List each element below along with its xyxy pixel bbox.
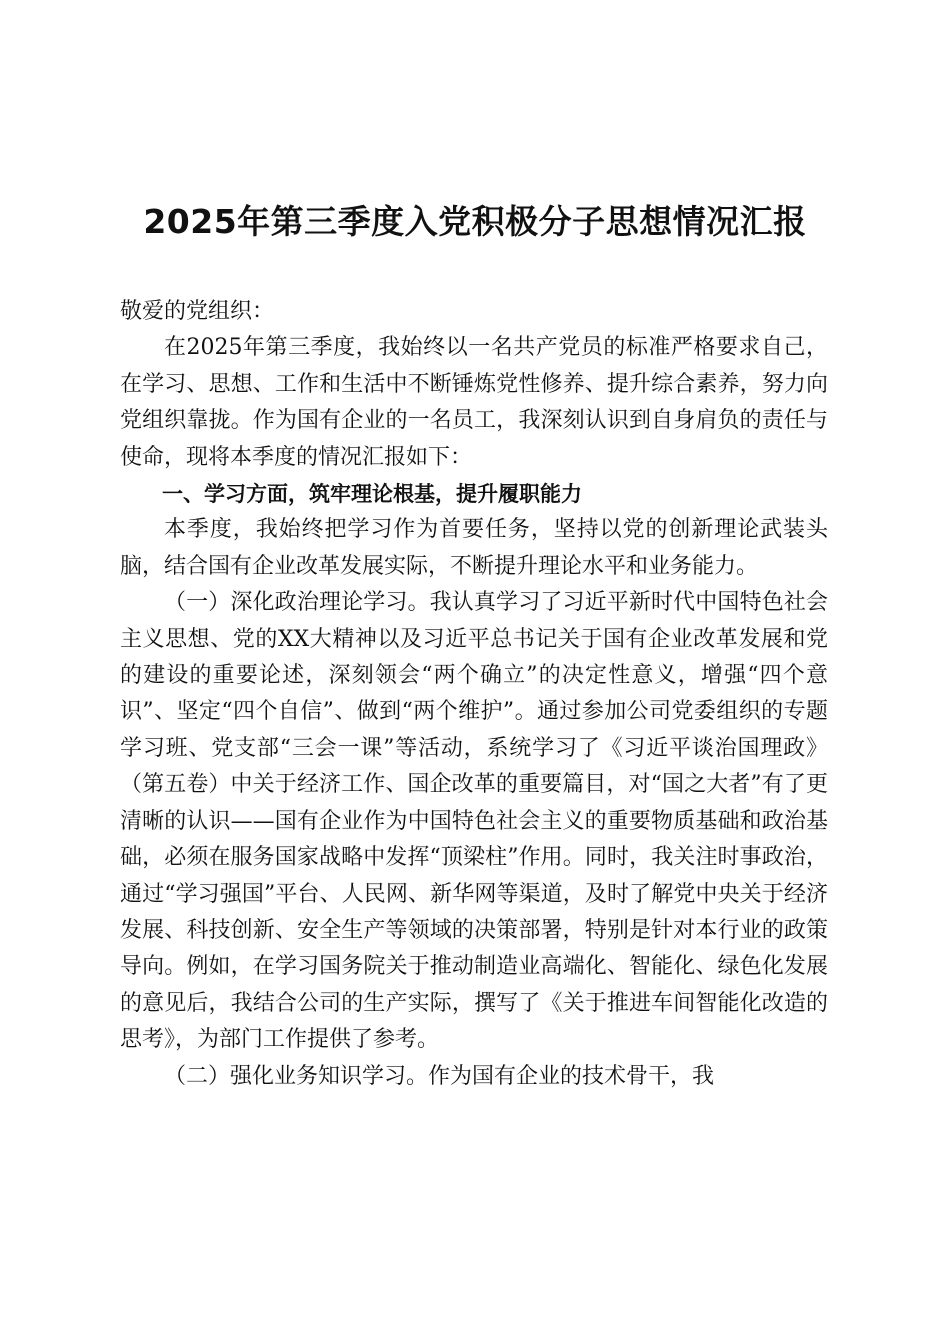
section-intro-paragraph: 本季度，我始终把学习作为首要任务，坚持以党的创新理论武装头脑，结合国有企业改革发展实际，不断提升理论水平和业务能力。 (120, 517, 828, 579)
subsection-paragraph: （二）强化业务知识学习。作为国有企业的技术骨干，我 (164, 1063, 715, 1089)
document-body (120, 294, 828, 1095)
subsection-paragraph: （一）深化政治理论学习。我认真学习了习近平新时代中国特色社会主义思想、党的XX大精神以及习近平总书记关于国有企业改革发展和党的建设的重要论述，深刻领会“两个确立”的决定性意义，增强“四个意识”、坚定“四个自信”、做到“两个维护”。通过参加公司党委组织的专题学习班、党支部“三会一课”等活动，系统学习了《习近平谈治国理政》（第五卷）中关于经济工作、国企改革的重要篇目，对“国之大者”有了更清晰的认识——国有企业作为中国特色社会主义的重要物质基础和政治基础，必须在服务国家战略中发挥“顶梁柱”作用。同时，我关注时事政治，通过“学习强国”平台、人民网、新华网等渠道，及时了解党中央关于经济发展、科技创新、安全生产等领域的决策部署，特别是针对本行业的政策导向。例如，在学习国务院关于推动制造业高端化、智能化、绿色化发展的意见后，我结合公司的生产实际，撰写了《关于推进车间智能化改造的思考》，为部门工作提供了参考。 (120, 590, 828, 1053)
section-heading: 一、学习方面，筑牢理论根基，提升履职能力 (162, 482, 582, 507)
salutation: 敬爱的党组织： (120, 299, 275, 324)
document-title: 2025年第三季度入党积极分子思想情况汇报 (143, 202, 807, 241)
intro-paragraph: 在2025年第三季度，我始终以一名共产党员的标准严格要求自己，在学习、思想、工作和生活中不断锤炼党性修养、提升综合素养，努力向党组织靠拢。作为国有企业的一名员工，我深刻认识到自身肩负的责任与使命，现将本季度的情况汇报如下： (120, 335, 828, 470)
